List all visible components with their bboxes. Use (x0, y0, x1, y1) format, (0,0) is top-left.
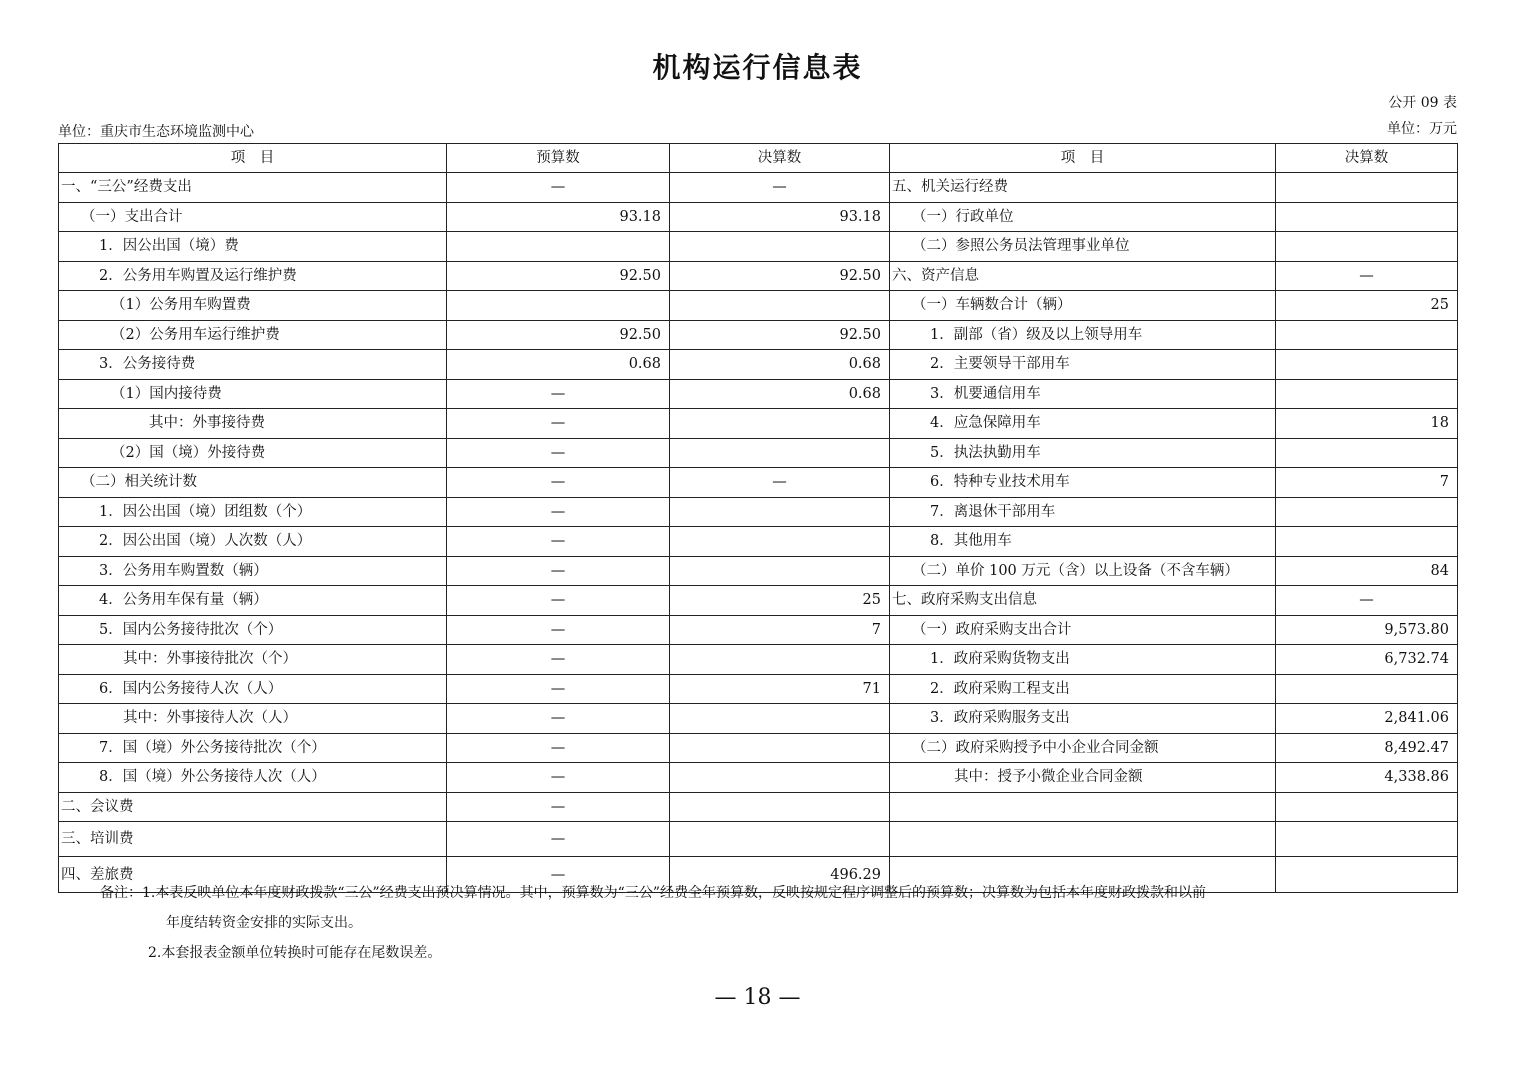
table-row (59, 320, 1458, 350)
right-final-value (1276, 792, 1458, 822)
left-item-label: 4．公务用车保有量（辆） (59, 586, 447, 616)
left-item-label: 3．公务接待费 (59, 350, 447, 380)
right-item-label: 其中：授予小微企业合同金额 (890, 763, 1276, 793)
budget-value: — (447, 438, 670, 468)
right-final-value: 25 (1276, 291, 1458, 321)
left-item-label: 3．公务用车购置数（辆） (59, 556, 447, 586)
right-item-label: 2．政府采购工程支出 (890, 674, 1276, 704)
table-row (59, 497, 1458, 527)
right-item-label: （二）政府采购授予中小企业合同金额 (890, 733, 1276, 763)
left-item-label: 8．国（境）外公务接待人次（人） (59, 763, 447, 793)
budget-value: — (447, 586, 670, 616)
right-item-label: （一）车辆数合计（辆） (890, 291, 1276, 321)
right-final-value (1276, 320, 1458, 350)
right-item-label: 6．特种专业技术用车 (890, 468, 1276, 498)
right-item-label: 六、资产信息 (890, 261, 1276, 291)
note-line-2: 年度结转资金安排的实际支出。 (166, 915, 362, 931)
final-value: 0.68 (670, 379, 890, 409)
left-item-label: 其中：外事接待人次（人） (59, 704, 447, 734)
right-item-label: 7．离退休干部用车 (890, 497, 1276, 527)
final-value (670, 763, 890, 793)
left-item-label: 三、培训费 (59, 822, 447, 857)
table-row (59, 379, 1458, 409)
left-item-label: 1．因公出国（境）团组数（个） (59, 497, 447, 527)
left-item-label: 其中：外事接待批次（个） (59, 645, 447, 675)
final-value: 92.50 (670, 320, 890, 350)
page-title: 机构运行信息表 (652, 51, 863, 84)
final-value: 25 (670, 586, 890, 616)
left-item-label: 1．因公出国（境）费 (59, 232, 447, 262)
final-value (670, 704, 890, 734)
table-row (59, 527, 1458, 557)
budget-value: 93.18 (447, 202, 670, 232)
final-value: 496.29 (670, 857, 890, 893)
table-row (59, 173, 1458, 203)
budget-value: — (447, 527, 670, 557)
table-row (59, 556, 1458, 586)
unit-label: 单位：万元 (1387, 121, 1457, 137)
table-row (59, 438, 1458, 468)
final-value: 71 (670, 674, 890, 704)
right-final-value: 2,841.06 (1276, 704, 1458, 734)
right-item-label: （一）行政单位 (890, 202, 1276, 232)
right-item-label: 5．执法执勤用车 (890, 438, 1276, 468)
table-row (59, 468, 1458, 498)
final-value (670, 733, 890, 763)
right-final-value: 84 (1276, 556, 1458, 586)
right-item-label: 4．应急保障用车 (890, 409, 1276, 439)
right-item-label: 8．其他用车 (890, 527, 1276, 557)
left-item-label: 2．公务用车购置及运行维护费 (59, 261, 447, 291)
left-item-label: 四、差旅费 (59, 857, 447, 893)
budget-value: — (447, 497, 670, 527)
budget-value: — (447, 857, 670, 893)
budget-value: — (447, 733, 670, 763)
notes (100, 878, 1206, 968)
right-final-value: 8,492.47 (1276, 733, 1458, 763)
left-item-label: （一）支出合计 (59, 202, 447, 232)
right-final-value (1276, 822, 1458, 857)
right-final-value (1276, 674, 1458, 704)
right-final-value: 18 (1276, 409, 1458, 439)
table-row (59, 615, 1458, 645)
table-row (59, 704, 1458, 734)
table-row (59, 409, 1458, 439)
table-row (59, 586, 1458, 616)
right-item-label: （二）单价 100 万元（含）以上设备（不含车辆） (890, 556, 1276, 586)
final-value: — (670, 173, 890, 203)
budget-value: — (447, 173, 670, 203)
right-final-value (1276, 527, 1458, 557)
table-row (59, 792, 1458, 822)
right-item-label: 2．主要领导干部用车 (890, 350, 1276, 380)
right-final-value (1276, 202, 1458, 232)
budget-value: — (447, 468, 670, 498)
budget-value: 0.68 (447, 350, 670, 380)
final-value (670, 291, 890, 321)
budget-value: — (447, 674, 670, 704)
left-item-label: 二、会议费 (59, 792, 447, 822)
info-table (58, 143, 1458, 893)
budget-value: — (447, 645, 670, 675)
note-line-1: 备注：1.本表反映单位本年度财政拨款“三公”经费支出预决算情况。其中，预算数为“三公”经费全年预算数，反映按规定程序调整后的预算数；决算数为包括本年度财政拨款和以前 (100, 885, 1206, 901)
budget-value: — (447, 615, 670, 645)
right-final-value (1276, 438, 1458, 468)
table-row (59, 645, 1458, 675)
budget-value: — (447, 379, 670, 409)
left-item-label: （1）国内接待费 (59, 379, 447, 409)
final-value (670, 438, 890, 468)
column-header-final-right: 决算数 (1276, 144, 1458, 173)
budget-value: — (447, 704, 670, 734)
table-row (59, 350, 1458, 380)
table-row (59, 822, 1458, 857)
left-item-label: （二）相关统计数 (59, 468, 447, 498)
budget-value: — (447, 763, 670, 793)
table-row (59, 261, 1458, 291)
page-number: — 18 — (714, 985, 801, 1010)
left-item-label: 5．国内公务接待批次（个） (59, 615, 447, 645)
right-item-label: （二）参照公务员法管理事业单位 (890, 232, 1276, 262)
table-header-row (59, 144, 1458, 173)
right-final-value: 6,732.74 (1276, 645, 1458, 675)
column-header-budget: 预算数 (447, 144, 670, 173)
final-value (670, 556, 890, 586)
final-value: 93.18 (670, 202, 890, 232)
table-row (59, 202, 1458, 232)
left-item-label: （2）公务用车运行维护费 (59, 320, 447, 350)
left-item-label: 7．国（境）外公务接待批次（个） (59, 733, 447, 763)
final-value (670, 409, 890, 439)
final-value (670, 792, 890, 822)
table-row (59, 291, 1458, 321)
organization-label: 单位：重庆市生态环境监测中心 (58, 124, 254, 140)
right-final-value: — (1276, 261, 1458, 291)
table-row (59, 763, 1458, 793)
right-item-label: 五、机关运行经费 (890, 173, 1276, 203)
right-item-label: 3．机要通信用车 (890, 379, 1276, 409)
final-value: — (670, 468, 890, 498)
table-body (59, 173, 1458, 893)
table-row (59, 674, 1458, 704)
right-final-value: — (1276, 586, 1458, 616)
final-value (670, 527, 890, 557)
final-value (670, 645, 890, 675)
budget-value (447, 291, 670, 321)
right-item-label: 1．政府采购货物支出 (890, 645, 1276, 675)
right-final-value: 4,338.86 (1276, 763, 1458, 793)
final-value (670, 822, 890, 857)
right-final-value (1276, 857, 1458, 893)
right-item-label: （一）政府采购支出合计 (890, 615, 1276, 645)
budget-value: 92.50 (447, 320, 670, 350)
right-final-value (1276, 232, 1458, 262)
final-value: 0.68 (670, 350, 890, 380)
right-item-label: 七、政府采购支出信息 (890, 586, 1276, 616)
left-item-label: 2．因公出国（境）人次数（人） (59, 527, 447, 557)
final-value: 7 (670, 615, 890, 645)
final-value (670, 232, 890, 262)
right-final-value (1276, 350, 1458, 380)
column-header-item-left: 项 目 (59, 144, 447, 173)
left-item-label: 6．国内公务接待人次（人） (59, 674, 447, 704)
note-line-3: 2.本套报表金额单位转换时可能存在尾数误差。 (148, 945, 442, 961)
column-header-item-right: 项 目 (890, 144, 1276, 173)
right-final-value (1276, 173, 1458, 203)
table-row (59, 232, 1458, 262)
left-item-label: （1）公务用车购置费 (59, 291, 447, 321)
budget-value: — (447, 822, 670, 857)
budget-value: — (447, 556, 670, 586)
right-final-value (1276, 497, 1458, 527)
table-number: 公开 09 表 (1388, 95, 1457, 111)
right-final-value: 7 (1276, 468, 1458, 498)
left-item-label: （2）国（境）外接待费 (59, 438, 447, 468)
budget-value: — (447, 409, 670, 439)
budget-value: 92.50 (447, 261, 670, 291)
table-row (59, 733, 1458, 763)
right-item-label: 1．副部（省）级及以上领导用车 (890, 320, 1276, 350)
left-item-label: 一、“三公”经费支出 (59, 173, 447, 203)
left-item-label: 其中：外事接待费 (59, 409, 447, 439)
budget-value (447, 232, 670, 262)
column-header-final: 决算数 (670, 144, 890, 173)
right-item-label (890, 792, 1276, 822)
budget-value: — (447, 792, 670, 822)
final-value: 92.50 (670, 261, 890, 291)
right-final-value: 9,573.80 (1276, 615, 1458, 645)
right-item-label (890, 822, 1276, 857)
final-value (670, 497, 890, 527)
right-final-value (1276, 379, 1458, 409)
right-item-label: 3．政府采购服务支出 (890, 704, 1276, 734)
